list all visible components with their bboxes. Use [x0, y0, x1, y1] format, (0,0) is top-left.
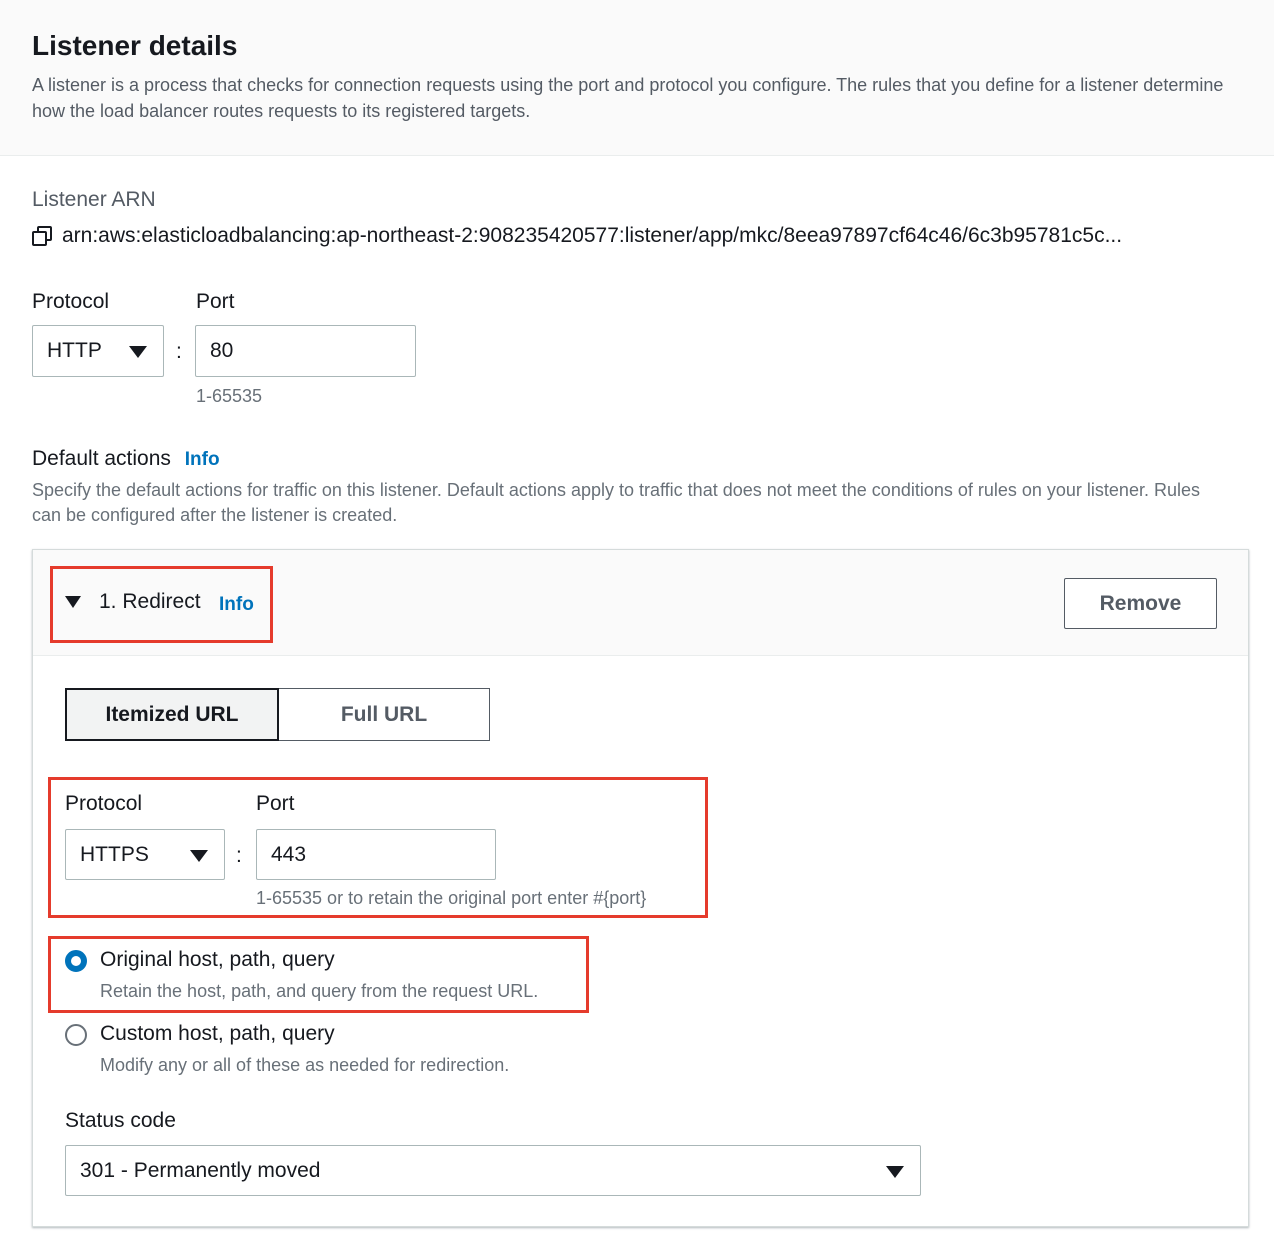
port-hint: 1-65535: [196, 386, 263, 406]
caret-down-icon: [886, 1166, 904, 1178]
caret-down-icon: [129, 346, 147, 358]
option-original-label[interactable]: Original host, path, query: [100, 948, 335, 971]
redirect-port-value: 443: [271, 842, 307, 866]
redirect-info-link[interactable]: Info: [219, 594, 254, 615]
tab-full-url[interactable]: Full URL: [279, 688, 490, 741]
status-code-select[interactable]: [65, 1145, 921, 1196]
option-original-description: Retain the host, path, and query from the request URL.: [100, 981, 539, 1001]
port-input[interactable]: [195, 325, 416, 377]
default-actions-title: Default actions: [32, 447, 171, 470]
default-actions-label: [32, 447, 220, 471]
option-custom-label[interactable]: Custom host, path, query: [100, 1022, 335, 1045]
protocol-select-value: HTTP: [47, 339, 102, 362]
option-custom-description: Modify any or all of these as needed for redirection.: [100, 1055, 510, 1075]
protocol-select[interactable]: [32, 325, 164, 377]
port-label: Port: [196, 290, 235, 313]
redirect-separator: :: [236, 844, 242, 867]
status-code-value: 301 - Permanently moved: [80, 1158, 321, 1182]
highlight-protocol-port: [48, 777, 708, 918]
default-actions-info-link[interactable]: Info: [184, 449, 220, 470]
listener-arn-row: [32, 224, 1254, 248]
redirect-protocol-value: HTTPS: [80, 842, 149, 866]
listener-arn-value: arn:aws:elasticloadbalancing:ap-northeast-2:908235420577:listener/app/mkc/8eea97897cf64c46/6c3b95781c5c...: [62, 224, 1123, 247]
redirect-title[interactable]: 1. Redirect: [99, 590, 201, 613]
tab-itemized-url[interactable]: Itemized URL: [65, 688, 279, 741]
section-description: A listener is a process that checks for connection requests using the port and protocol you configure. The rules that you define for a listener determine how the load balancer routes requests to its registered targets.: [32, 75, 1224, 121]
protocol-port-separator: :: [176, 340, 182, 363]
protocol-label: Protocol: [32, 290, 110, 313]
copy-icon[interactable]: [32, 225, 54, 247]
default-actions-description: Specify the default actions for traffic on this listener. Default actions apply to traffic that does not meet the conditions of rules on your listener. Rules can be configured after the listener is created.: [32, 480, 1200, 525]
status-code-label: Status code: [65, 1109, 176, 1132]
section-header: [0, 0, 1274, 156]
port-input-value: 80: [210, 339, 234, 362]
listener-arn-label: Listener ARN: [32, 188, 156, 211]
redirect-port-hint: 1-65535 or to retain the original port enter #{port}: [256, 888, 647, 908]
section-title: Listener details: [32, 30, 238, 61]
radio-custom-host[interactable]: [65, 1024, 87, 1046]
redirect-protocol-label: Protocol: [65, 792, 143, 815]
highlight-redirect-title: [50, 566, 273, 643]
remove-button[interactable]: Remove: [1064, 578, 1217, 629]
highlight-original-option: [48, 936, 589, 1013]
redirect-port-label: Port: [256, 792, 295, 815]
